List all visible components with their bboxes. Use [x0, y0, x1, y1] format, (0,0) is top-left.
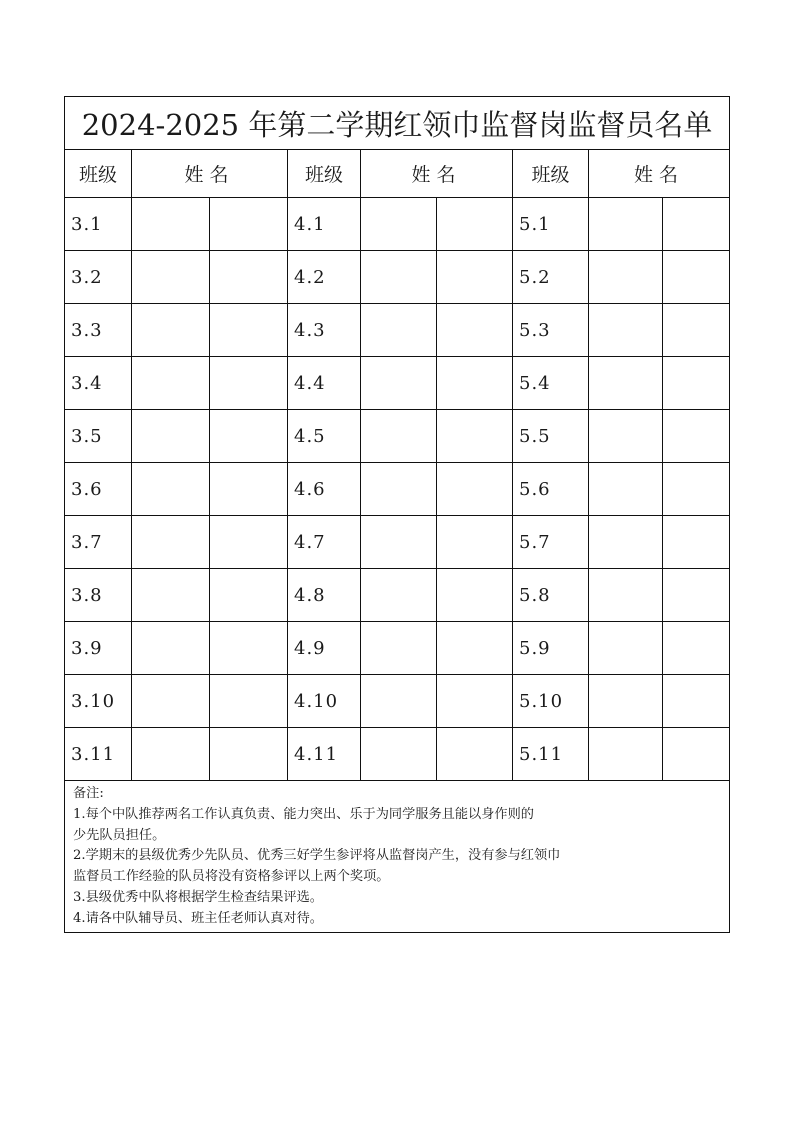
name-cell-1[interactable] — [361, 622, 437, 675]
name-cell-1[interactable] — [589, 516, 663, 569]
name-cell-1[interactable] — [361, 675, 437, 728]
class-cell: 3.1 — [65, 198, 132, 251]
name-cell-1[interactable] — [132, 622, 210, 675]
class-cell: 5.4 — [513, 357, 589, 410]
class-cell: 3.10 — [65, 675, 132, 728]
name-cell-1[interactable] — [361, 463, 437, 516]
note-line: 4.请各中队辅导员、班主任老师认真对待。 — [73, 910, 323, 926]
name-cell-1[interactable] — [361, 569, 437, 622]
name-cell-1[interactable] — [589, 463, 663, 516]
class-cell: 4.11 — [288, 728, 361, 781]
class-cell: 5.5 — [513, 410, 589, 463]
name-cell-1[interactable] — [589, 622, 663, 675]
notes-label: 备注: — [73, 786, 104, 801]
name-cell-1[interactable] — [132, 675, 210, 728]
note-line: 2.学期末的县级优秀少先队员、优秀三好学生参评将从监督岗产生，没有参与红领巾 — [73, 848, 561, 864]
name-cell-2[interactable] — [210, 622, 288, 675]
class-cell: 3.9 — [65, 622, 132, 675]
name-cell-1[interactable] — [132, 463, 210, 516]
name-cell-2[interactable] — [663, 410, 730, 463]
table-row — [65, 622, 730, 675]
table-row — [65, 675, 730, 728]
header-row — [65, 150, 730, 198]
name-cell-2[interactable] — [663, 304, 730, 357]
header-name — [589, 150, 730, 198]
class-cell: 5.7 — [513, 516, 589, 569]
table-row — [65, 728, 730, 781]
name-cell-1[interactable] — [361, 304, 437, 357]
header-name-label: 姓名 — [634, 164, 685, 186]
class-cell: 4.5 — [288, 410, 361, 463]
name-cell-2[interactable] — [663, 357, 730, 410]
name-cell-2[interactable] — [210, 516, 288, 569]
name-cell-1[interactable] — [132, 410, 210, 463]
class-cell: 5.9 — [513, 622, 589, 675]
name-cell-1[interactable] — [132, 569, 210, 622]
name-cell-2[interactable] — [437, 728, 513, 781]
name-cell-2[interactable] — [210, 304, 288, 357]
name-cell-2[interactable] — [437, 357, 513, 410]
name-cell-1[interactable] — [589, 675, 663, 728]
name-cell-1[interactable] — [589, 304, 663, 357]
name-cell-2[interactable] — [663, 516, 730, 569]
class-cell: 4.10 — [288, 675, 361, 728]
class-cell: 3.4 — [65, 357, 132, 410]
class-cell: 4.3 — [288, 304, 361, 357]
name-cell-2[interactable] — [210, 198, 288, 251]
name-cell-2[interactable] — [437, 198, 513, 251]
class-cell: 3.6 — [65, 463, 132, 516]
name-cell-2[interactable] — [210, 410, 288, 463]
note-line: 少先队员担任。 — [73, 827, 166, 843]
name-cell-2[interactable] — [437, 410, 513, 463]
table-row — [65, 410, 730, 463]
notes-cell — [65, 781, 730, 933]
header-class: 班级 — [513, 150, 589, 198]
header-name-label: 姓名 — [411, 164, 462, 186]
table-row — [65, 569, 730, 622]
class-cell: 4.2 — [288, 251, 361, 304]
name-cell-1[interactable] — [132, 516, 210, 569]
name-cell-1[interactable] — [589, 198, 663, 251]
name-cell-2[interactable] — [437, 463, 513, 516]
name-cell-1[interactable] — [589, 569, 663, 622]
name-cell-2[interactable] — [663, 198, 730, 251]
class-cell: 3.7 — [65, 516, 132, 569]
class-cell: 5.6 — [513, 463, 589, 516]
name-cell-2[interactable] — [663, 569, 730, 622]
name-cell-2[interactable] — [437, 516, 513, 569]
name-cell-2[interactable] — [210, 728, 288, 781]
table-row — [65, 304, 730, 357]
name-cell-2[interactable] — [437, 675, 513, 728]
class-cell: 3.8 — [65, 569, 132, 622]
class-cell: 4.1 — [288, 198, 361, 251]
name-cell-1[interactable] — [361, 357, 437, 410]
class-cell: 3.11 — [65, 728, 132, 781]
table-row — [65, 463, 730, 516]
table-row — [65, 251, 730, 304]
class-cell: 5.1 — [513, 198, 589, 251]
name-cell-2[interactable] — [663, 622, 730, 675]
class-cell: 3.5 — [65, 410, 132, 463]
name-cell-1[interactable] — [132, 728, 210, 781]
name-cell-1[interactable] — [589, 251, 663, 304]
name-cell-2[interactable] — [437, 569, 513, 622]
class-cell: 5.8 — [513, 569, 589, 622]
notes-row — [65, 781, 730, 933]
header-name — [132, 150, 288, 198]
name-cell-2[interactable] — [437, 304, 513, 357]
header-name — [361, 150, 513, 198]
class-cell: 4.9 — [288, 622, 361, 675]
name-cell-1[interactable] — [132, 304, 210, 357]
name-cell-1[interactable] — [132, 198, 210, 251]
name-cell-1[interactable] — [589, 410, 663, 463]
class-cell: 4.4 — [288, 357, 361, 410]
name-cell-2[interactable] — [210, 463, 288, 516]
class-cell: 4.7 — [288, 516, 361, 569]
name-cell-2[interactable] — [210, 251, 288, 304]
name-cell-2[interactable] — [663, 251, 730, 304]
document-title: 2024-2025 年第二学期红领巾监督岗监督员名单 — [65, 97, 730, 150]
note-line: 3.县级优秀中队将根据学生检查结果评选。 — [73, 889, 323, 905]
table-row — [65, 357, 730, 410]
note-line: 监督员工作经验的队员将没有资格参评以上两个奖项。 — [73, 869, 390, 885]
name-cell-2[interactable] — [437, 622, 513, 675]
name-cell-1[interactable] — [361, 251, 437, 304]
name-cell-2[interactable] — [663, 675, 730, 728]
name-cell-1[interactable] — [132, 251, 210, 304]
table-row — [65, 198, 730, 251]
note-line: 1.每个中队推荐两名工作认真负责、能力突出、乐于为同学服务且能以身作则的 — [73, 806, 534, 822]
supervisor-roster-table — [64, 96, 730, 933]
class-cell: 5.10 — [513, 675, 589, 728]
name-cell-1[interactable] — [589, 728, 663, 781]
name-cell-2[interactable] — [210, 357, 288, 410]
header-class: 班级 — [288, 150, 361, 198]
header-class: 班级 — [65, 150, 132, 198]
name-cell-1[interactable] — [361, 516, 437, 569]
class-cell: 5.3 — [513, 304, 589, 357]
name-cell-2[interactable] — [210, 675, 288, 728]
class-cell: 5.2 — [513, 251, 589, 304]
class-cell: 4.6 — [288, 463, 361, 516]
name-cell-1[interactable] — [361, 728, 437, 781]
name-cell-1[interactable] — [361, 198, 437, 251]
name-cell-1[interactable] — [361, 410, 437, 463]
name-cell-2[interactable] — [663, 463, 730, 516]
name-cell-2[interactable] — [663, 728, 730, 781]
name-cell-2[interactable] — [210, 569, 288, 622]
table-row — [65, 516, 730, 569]
header-name-label: 姓名 — [184, 164, 235, 186]
class-cell: 5.11 — [513, 728, 589, 781]
name-cell-1[interactable] — [589, 357, 663, 410]
name-cell-2[interactable] — [437, 251, 513, 304]
class-cell: 4.8 — [288, 569, 361, 622]
name-cell-1[interactable] — [132, 357, 210, 410]
class-cell: 3.3 — [65, 304, 132, 357]
class-cell: 3.2 — [65, 251, 132, 304]
